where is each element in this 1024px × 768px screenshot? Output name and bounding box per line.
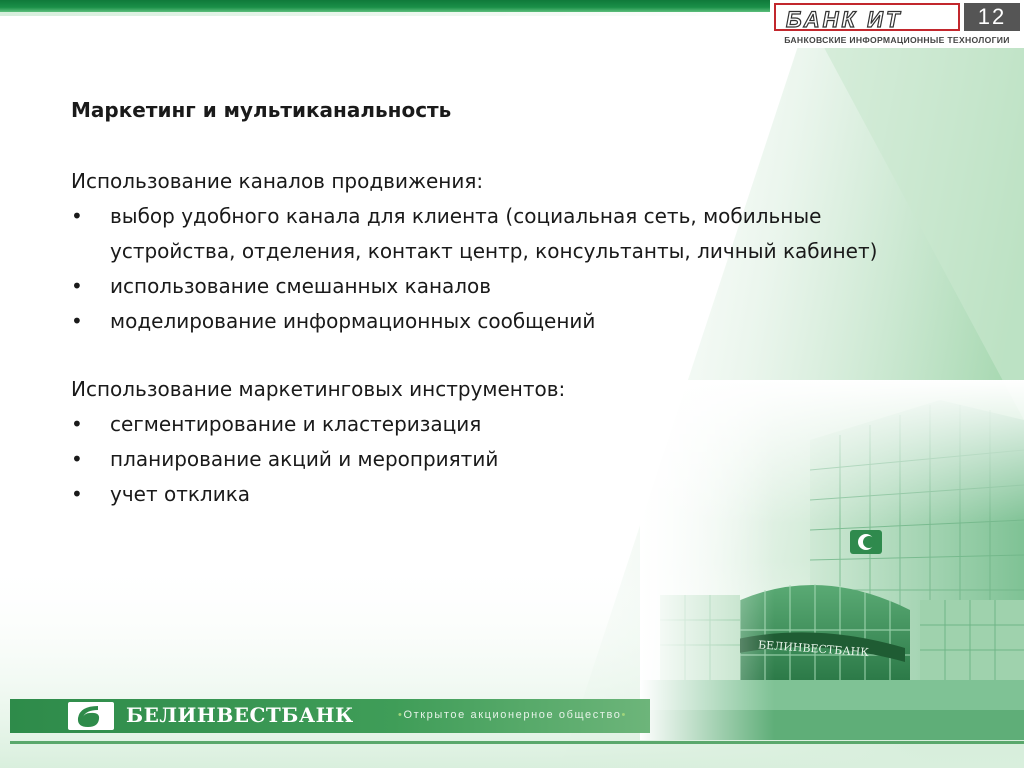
bullet-icon: • (71, 309, 83, 333)
list-item (71, 199, 910, 269)
logo-frame (774, 3, 960, 31)
top-stripe-highlight (0, 12, 780, 16)
section-heading-channels: Использование каналов продвижения: (71, 169, 484, 193)
list-item (71, 269, 910, 304)
bank-subtitle-text: Открытое акционерное общество (403, 709, 622, 721)
logo-number: 12 (977, 4, 1007, 29)
list-item (71, 304, 910, 339)
list-item-text: выбор удобного канала для клиента (социальная сеть, мобильные устройства, отделения, контакт центр, консультанты, личный кабинет) (110, 204, 878, 263)
bullet-icon: • (71, 274, 83, 298)
belinvestbank-emblem-icon (68, 702, 114, 730)
list-item-text: использование смешанных каналов (110, 274, 492, 298)
list-item-text: моделирование информационных сообщений (110, 309, 596, 333)
logo-subtitle: БАНКОВСКИЕ ИНФОРМАЦИОННЫЕ ТЕХНОЛОГИИ (784, 35, 1010, 45)
list-item-text: учет отклика (110, 482, 251, 506)
logo-number-box (964, 3, 1020, 31)
bank-name: БЕЛИНВЕСТБАНК (126, 703, 354, 727)
bullet-icon: • (71, 482, 83, 506)
bullet-icon: • (71, 204, 83, 228)
logo-name: БАНК ИТ (786, 7, 903, 32)
tools-list (71, 407, 911, 512)
bank-it-logo (770, 0, 1024, 48)
slide-content (71, 96, 911, 512)
list-item (71, 407, 910, 442)
list-item (71, 442, 910, 477)
channels-list (71, 199, 911, 339)
list-item (71, 477, 910, 512)
list-item-text: сегментирование и кластеризация (110, 412, 482, 436)
bank-footer-bar (10, 699, 650, 733)
slide-title: Маркетинг и мультиканальность (71, 98, 452, 122)
bullet-icon: • (71, 447, 83, 471)
bank-subtitle: •Открытое акционерное общество• (398, 709, 627, 721)
bottom-divider (10, 741, 1024, 744)
list-item-text: планирование акций и мероприятий (110, 447, 499, 471)
section-heading-tools: Использование маркетинговых инструментов: (71, 377, 566, 401)
bullet-icon: • (71, 412, 83, 436)
